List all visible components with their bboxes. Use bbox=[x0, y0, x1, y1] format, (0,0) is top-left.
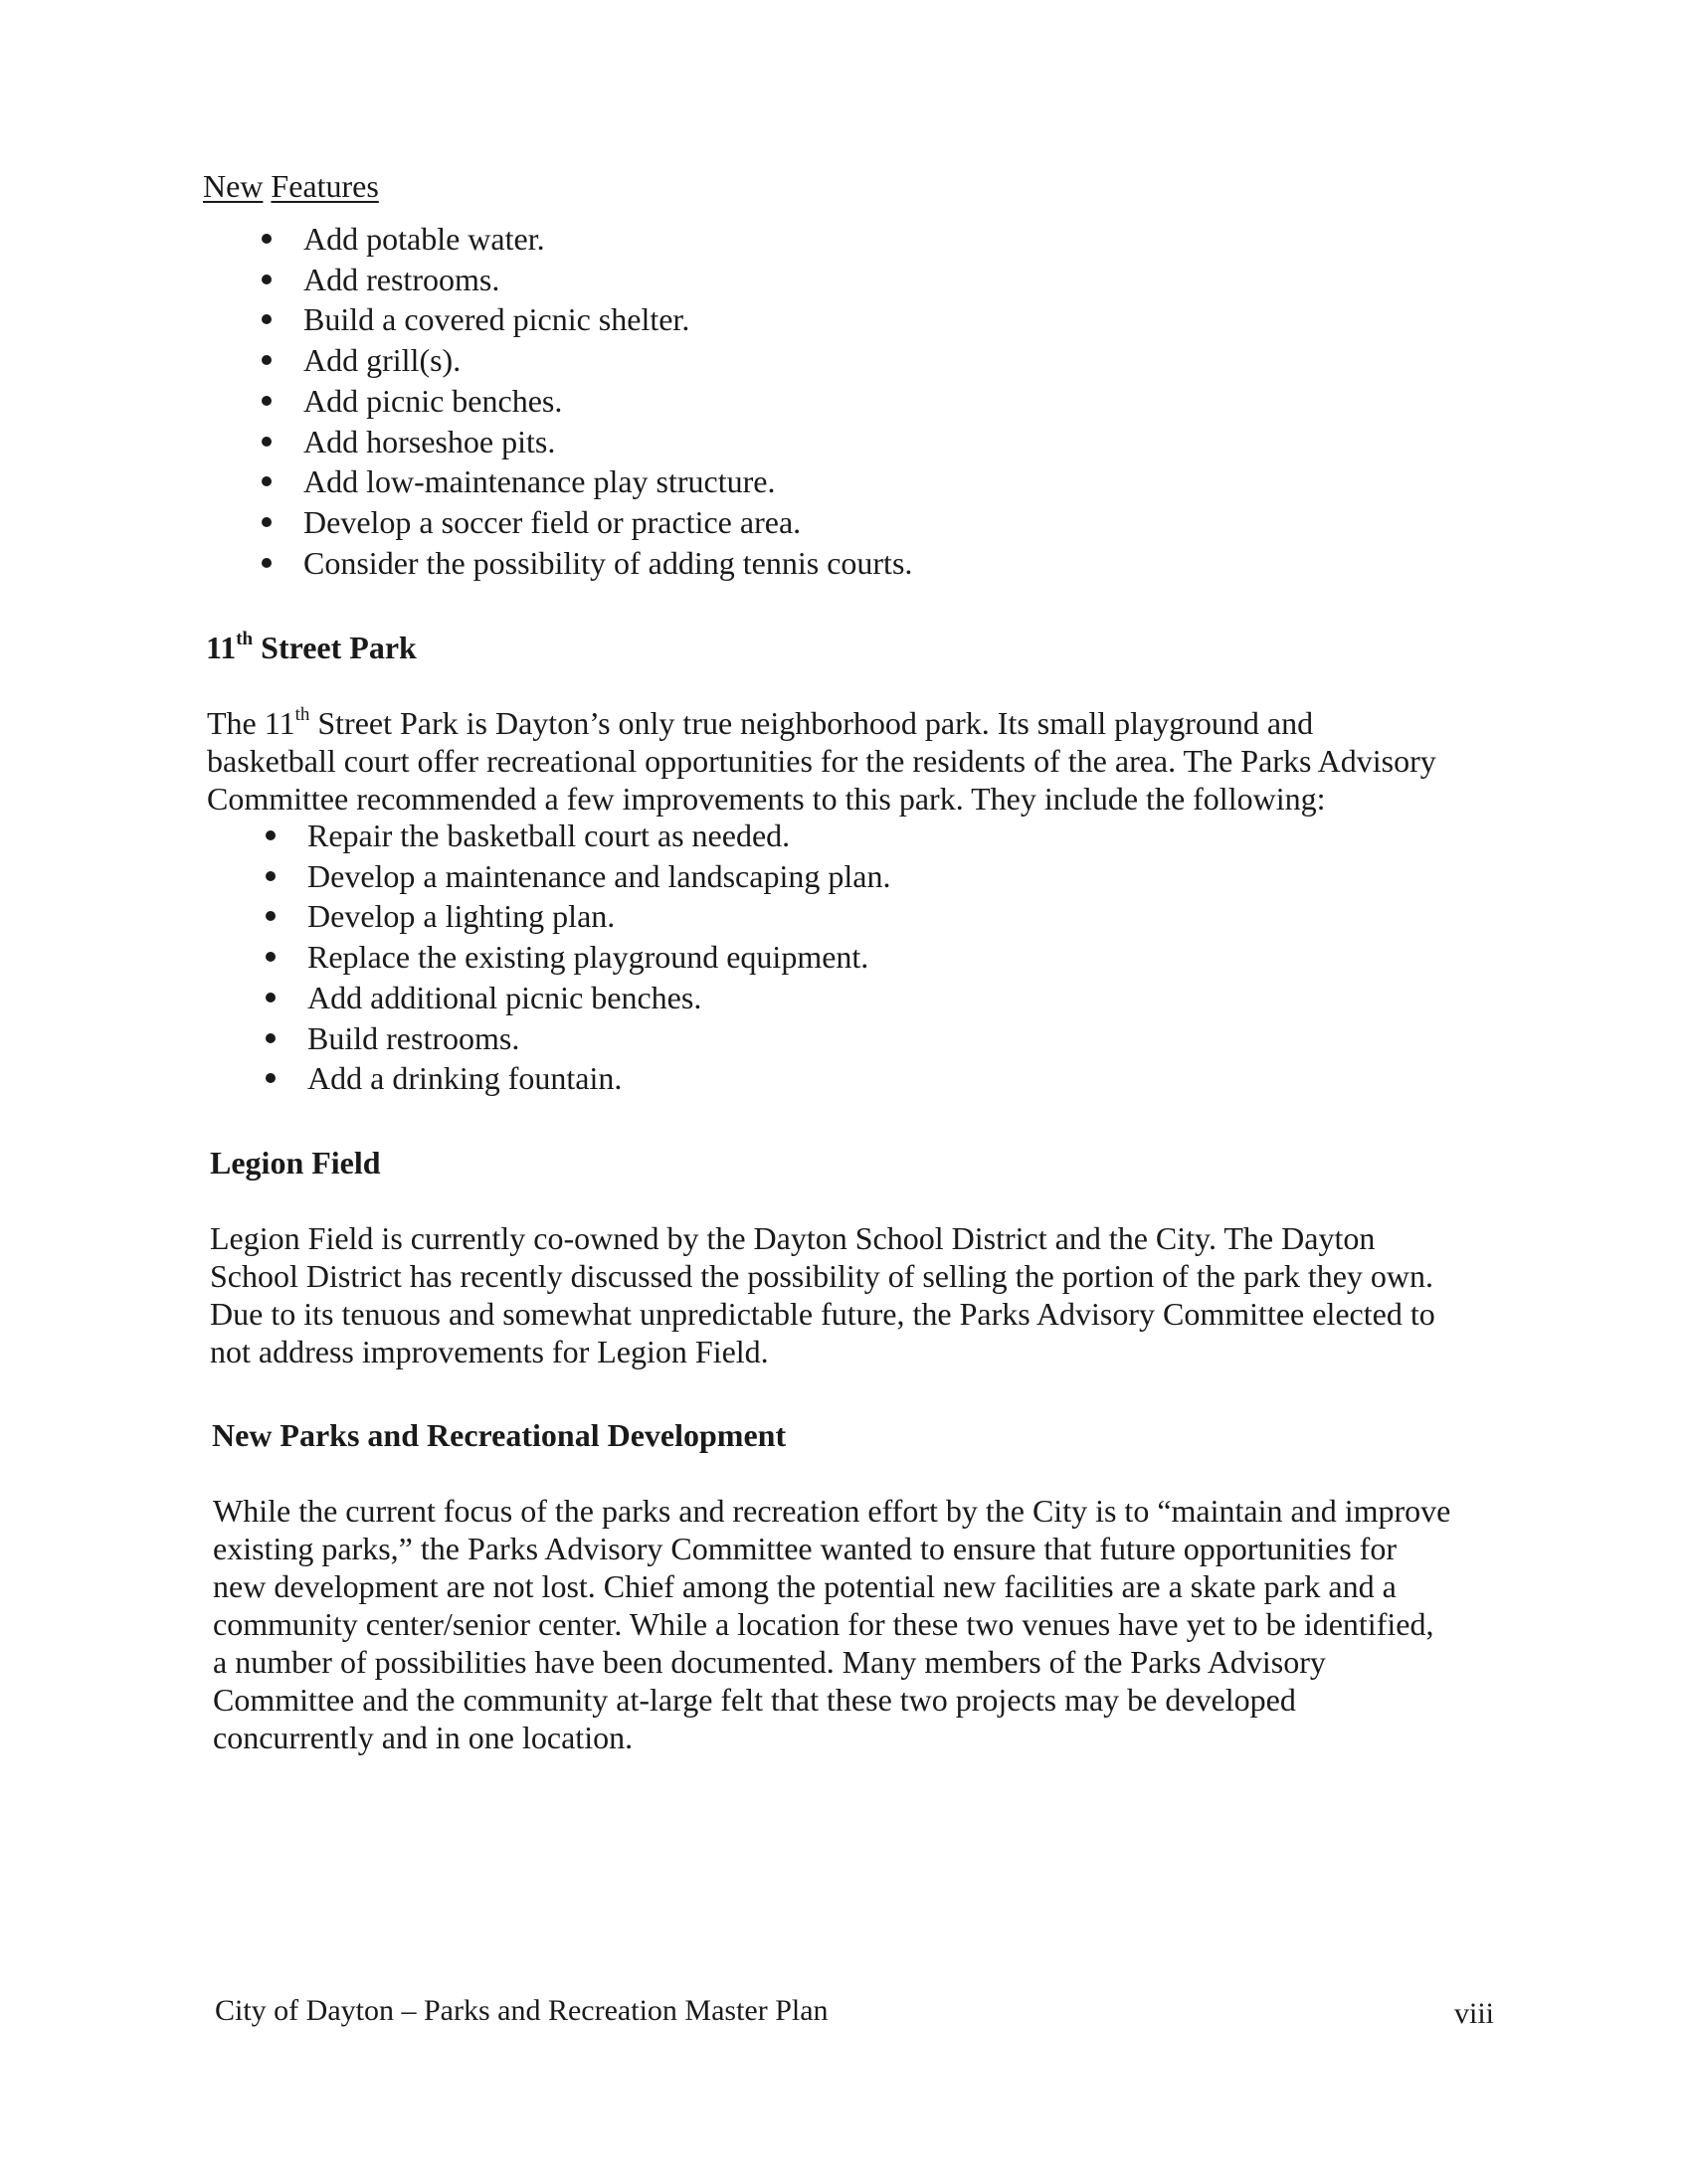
new-features-list bbox=[303, 219, 912, 583]
eleventh-street-heading: 11th Street Park bbox=[206, 629, 417, 665]
list-item: Develop a lighting plan. bbox=[307, 896, 890, 937]
bullet-icon bbox=[266, 952, 276, 962]
eleventh-street-list bbox=[307, 816, 890, 1099]
paragraph-line: The 11th Street Park is Dayton’s only true neighborhood park. Its small playground and bbox=[207, 704, 1314, 741]
paragraph-line: a number of possibilities have been documented. Many members of the Parks Advisory bbox=[213, 1644, 1326, 1680]
bullet-icon bbox=[266, 830, 276, 840]
bullet-icon bbox=[266, 911, 276, 921]
list-item: Add a drinking fountain. bbox=[307, 1058, 890, 1099]
list-item: Develop a maintenance and landscaping plan. bbox=[307, 856, 890, 897]
list-item: Add picnic benches. bbox=[303, 381, 912, 422]
list-item: Add restrooms. bbox=[303, 260, 912, 300]
paragraph-line: School District has recently discussed the possibility of selling the portion of the park they own. bbox=[210, 1258, 1434, 1294]
paragraph-line: Committee and the community at-large felt that these two projects may be developed bbox=[213, 1682, 1296, 1718]
list-item: Develop a soccer field or practice area. bbox=[303, 502, 912, 543]
list-item: Build a covered picnic shelter. bbox=[303, 299, 912, 340]
list-item: Add low-maintenance play structure. bbox=[303, 461, 912, 502]
new-features-heading-part2: Features bbox=[271, 168, 379, 204]
bullet-icon bbox=[266, 993, 276, 1002]
paragraph-line: community center/senior center. While a location for these two venues have yet to be identified, bbox=[213, 1606, 1434, 1642]
bullet-icon bbox=[262, 517, 272, 527]
legion-field-heading: Legion Field bbox=[210, 1145, 381, 1181]
list-item: Add additional picnic benches. bbox=[307, 978, 890, 1018]
bullet-icon bbox=[266, 1073, 276, 1083]
paragraph-line: basketball court offer recreational opportunities for the residents of the area. The Parks Advisory bbox=[207, 743, 1436, 779]
paragraph-line: While the current focus of the parks and recreation effort by the City is to “maintain and improve bbox=[213, 1493, 1451, 1529]
paragraph-line: existing parks,” the Parks Advisory Committee wanted to ensure that future opportunities for bbox=[213, 1531, 1397, 1566]
list-item: Add potable water. bbox=[303, 219, 912, 260]
new-parks-paragraph bbox=[213, 1492, 1450, 1756]
paragraph-line: not address improvements for Legion Field. bbox=[210, 1334, 769, 1369]
paragraph-line: Legion Field is currently co-owned by the Dayton School District and the City. The Dayton bbox=[210, 1220, 1376, 1256]
list-item: Consider the possibility of adding tennis courts. bbox=[303, 543, 912, 584]
list-item: Repair the basketball court as needed. bbox=[307, 816, 890, 856]
bullet-icon bbox=[262, 234, 272, 244]
new-parks-heading: New Parks and Recreational Development bbox=[212, 1417, 787, 1453]
bullet-icon bbox=[266, 1033, 276, 1043]
new-features-heading-part1: New bbox=[203, 168, 264, 204]
paragraph-line: new development are not lost. Chief among the potential new facilities are a skate park and a bbox=[213, 1568, 1397, 1604]
list-item: Build restrooms. bbox=[307, 1018, 890, 1059]
list-item: Replace the existing playground equipment. bbox=[307, 937, 890, 978]
paragraph-line: Due to its tenuous and somewhat unpredictable future, the Parks Advisory Committee elected to bbox=[210, 1296, 1435, 1332]
bullet-icon bbox=[262, 396, 272, 406]
bullet-icon bbox=[262, 558, 272, 568]
new-features-heading bbox=[203, 167, 379, 205]
eleventh-street-paragraph bbox=[207, 704, 1436, 818]
bullet-icon bbox=[262, 314, 272, 324]
footer-page-number: viii bbox=[1454, 1997, 1495, 2030]
paragraph-line: concurrently and in one location. bbox=[213, 1720, 634, 1755]
legion-field-paragraph bbox=[210, 1219, 1435, 1370]
paragraph-line: Committee recommended a few improvements to this park. They include the following: bbox=[207, 781, 1326, 817]
bullet-icon bbox=[262, 437, 272, 447]
footer-title: City of Dayton – Parks and Recreation Master Plan bbox=[215, 1994, 829, 2027]
bullet-icon bbox=[262, 274, 272, 284]
bullet-icon bbox=[262, 476, 272, 486]
bullet-icon bbox=[262, 355, 272, 365]
list-item: Add grill(s). bbox=[303, 340, 912, 381]
bullet-icon bbox=[266, 871, 276, 881]
list-item: Add horseshoe pits. bbox=[303, 422, 912, 462]
